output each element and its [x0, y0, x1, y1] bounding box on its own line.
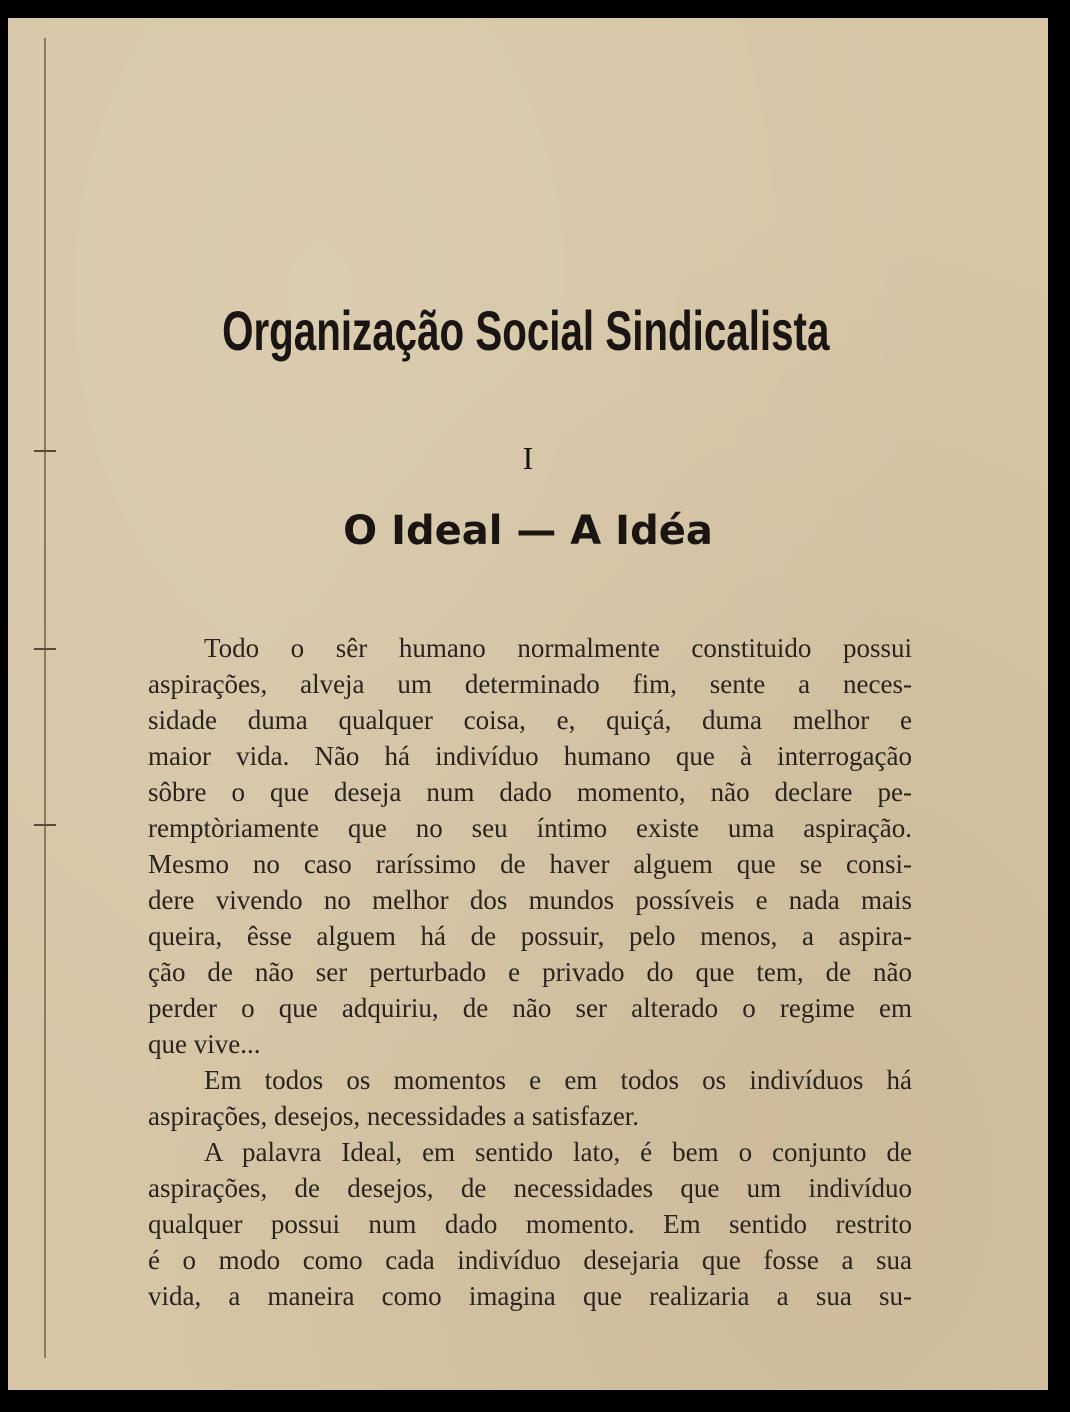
paragraph	[148, 630, 912, 1062]
text-line: ção de não ser perturbado e privado do que tem, de não	[148, 957, 912, 987]
text-line: é o modo como cada indivíduo desejaria que fosse a sua	[148, 1245, 912, 1275]
text-line: qualquer possui num dado momento. Em sentido restrito	[148, 1209, 912, 1239]
body-text	[148, 630, 912, 1314]
text-line: remptòriamente que no seu íntimo existe uma aspiração.	[148, 813, 912, 843]
page-spine	[44, 38, 46, 1358]
text-line: vida, a maneira como imagina que realizaria a sua su-	[148, 1281, 912, 1311]
text-line: dere vivendo no melhor dos mundos possíveis e nada mais	[148, 885, 912, 915]
paragraph	[148, 1062, 912, 1134]
text-line: sôbre o que deseja num dado momento, não declare pe-	[148, 777, 912, 807]
page-title: Organização Social Sindicalista	[222, 299, 830, 362]
text-line: sidade duma qualquer coisa, e, quiçá, duma melhor e	[148, 705, 912, 735]
binding-stitch	[34, 648, 56, 650]
paragraph	[148, 1134, 912, 1314]
text-line: aspirações, alveja um determinado fim, sente a neces-	[148, 669, 912, 699]
text-line: aspirações, desejos, necessidades a satisfazer.	[148, 1101, 640, 1131]
text-line: Todo o sêr humano normalmente constituido possui	[204, 633, 912, 663]
text-line: Mesmo no caso raríssimo de haver alguem que se consi-	[148, 849, 912, 879]
chapter-subtitle: O Ideal — A Idéa	[343, 508, 713, 554]
text-line: A palavra Ideal, em sentido lato, é bem o conjunto de	[204, 1137, 912, 1167]
book-page	[8, 18, 1048, 1390]
text-line: maior vida. Não há indivíduo humano que à interrogação	[148, 741, 912, 771]
chapter-numeral: I	[522, 440, 534, 476]
text-line: perder o que adquiriu, de não ser alterado o regime em	[148, 993, 912, 1023]
text-line: que vive...	[148, 1029, 261, 1059]
binding-stitch	[34, 824, 56, 826]
text-line: queira, êsse alguem há de possuir, pelo menos, a aspira-	[148, 921, 912, 951]
text-line: Em todos os momentos e em todos os indivíduos há	[204, 1065, 912, 1095]
text-line: aspirações, de desejos, de necessidades que um indivíduo	[148, 1173, 912, 1203]
